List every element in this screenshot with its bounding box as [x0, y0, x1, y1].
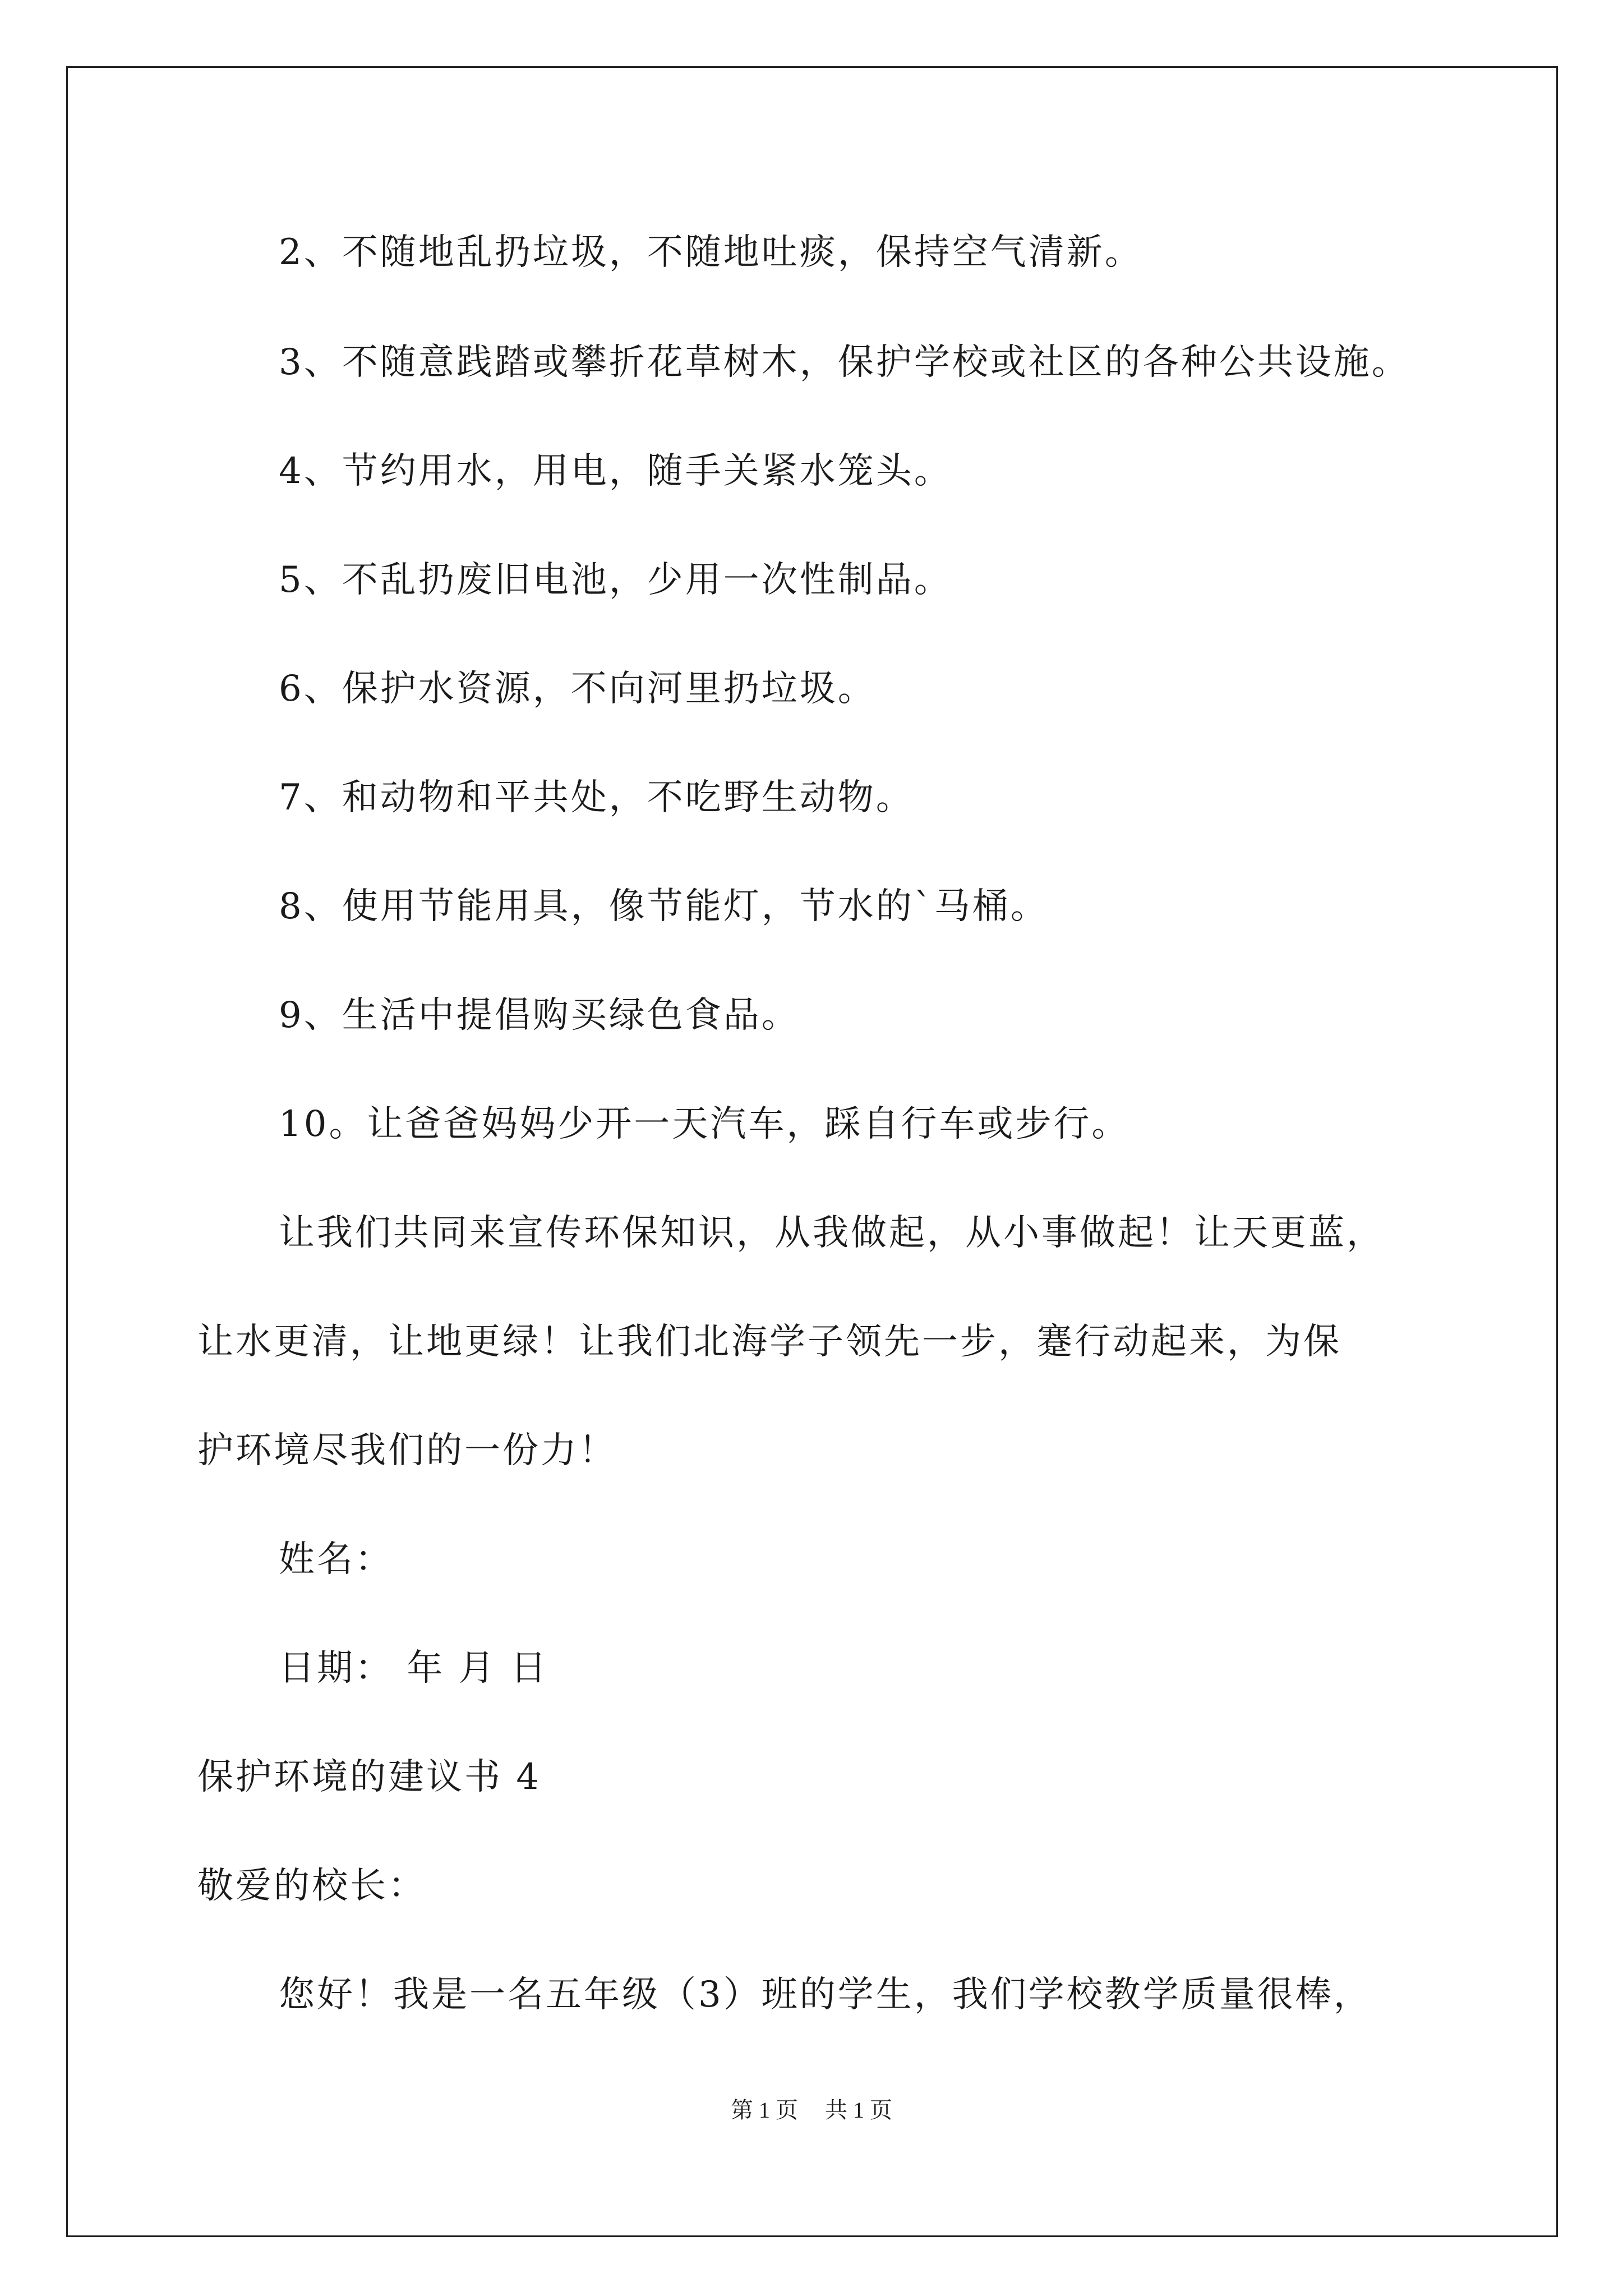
paragraph-line: 您好！我是一名五年级（3）班的学生，我们学校教学质量很棒，: [279, 1974, 1372, 2016]
page-number: 第 1 页: [731, 2097, 798, 2123]
page-footer: [0, 2099, 1623, 2122]
page-border: [66, 66, 1558, 2237]
list-item-7: 7、和动物和平共处，不吃野生动物。: [279, 777, 914, 818]
list-item-4: 4、节约用水，用电，随手关紧水笼头。: [279, 450, 952, 492]
list-item-9: 9、生活中提倡购买绿色食品。: [279, 995, 800, 1036]
list-item-5: 5、不乱扔废旧电池，少用一次性制品。: [279, 559, 952, 601]
list-item-10: 10。让爸爸妈妈少开一天汽车，踩自行车或步行。: [279, 1103, 1130, 1145]
list-item-3: 3、不随意践踏或攀折花草树木，保护学校或社区的各种公共设施。: [279, 342, 1410, 383]
list-item-2: 2、不随地乱扔垃圾，不随地吐痰，保持空气清新。: [279, 232, 1143, 273]
date-field-label: 日期： 年 月 日: [279, 1648, 549, 1689]
paragraph-line: 护环境尽我们的一份力！: [197, 1430, 617, 1471]
list-item-6: 6、保护水资源，不向河里扔垃圾。: [279, 668, 876, 710]
name-field-label: 姓名：: [279, 1539, 393, 1580]
salutation: 敬爱的校长：: [197, 1865, 426, 1907]
paragraph-line: 让水更清，让地更绿！让我们北海学子领先一步，蹇行动起来，为保: [197, 1321, 1341, 1363]
list-item-8: 8、使用节能用具，像节能灯，节水的`马桶。: [279, 886, 1049, 927]
section-title: 保护环境的建议书 4: [197, 1756, 542, 1798]
paragraph-line: 让我们共同来宣传环保知识，从我做起，从小事做起！让天更蓝，: [279, 1212, 1385, 1254]
page-total: 共 1 页: [825, 2097, 892, 2123]
